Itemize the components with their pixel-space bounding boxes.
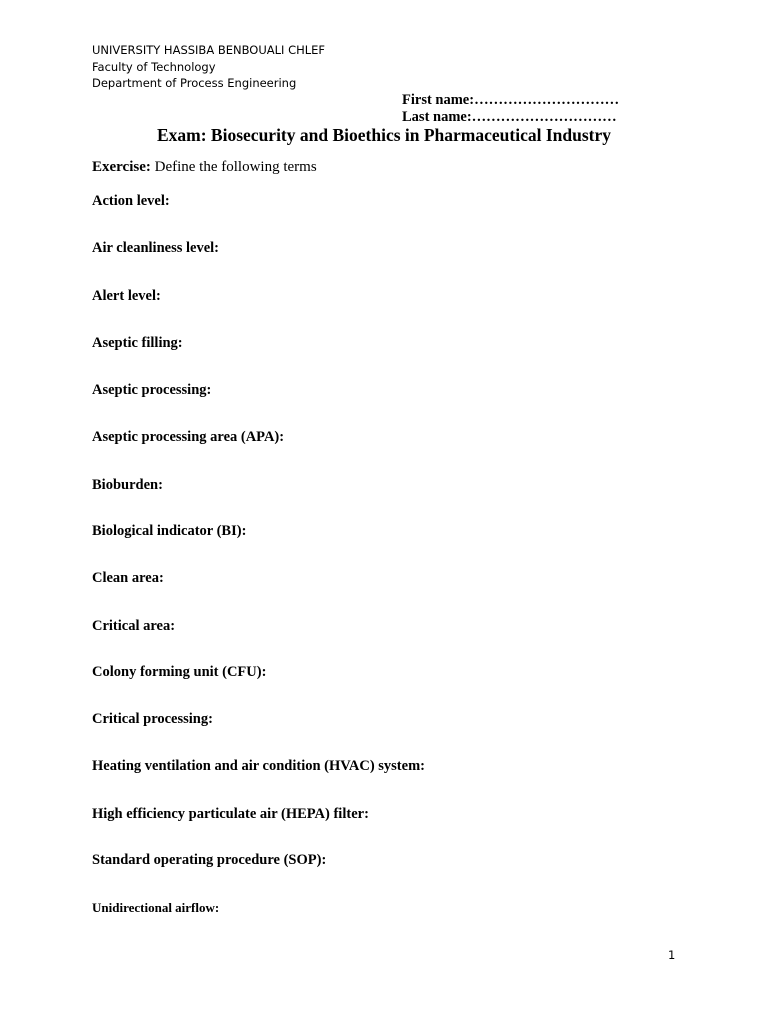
page-number: 1	[668, 948, 676, 962]
term-item: Critical processing:	[92, 711, 213, 727]
term-item: Alert level:	[92, 288, 161, 304]
student-name-fields	[402, 92, 619, 126]
term-item: Aseptic processing area (APA):	[92, 429, 285, 445]
term-item: Bioburden:	[92, 477, 163, 493]
term-item: Aseptic processing:	[92, 382, 212, 398]
term-item: Biological indicator (BI):	[92, 523, 247, 539]
first-name-field[interactable]: First name:…………………………	[402, 92, 620, 108]
term-item: Standard operating procedure (SOP):	[92, 852, 327, 868]
exercise-instruction	[92, 159, 317, 176]
term-item: Unidirectional airflow:	[92, 900, 220, 915]
term-item: High efficiency particulate air (HEPA) filter:	[92, 806, 369, 822]
institution-header	[92, 42, 325, 92]
term-item: Critical area:	[92, 618, 176, 634]
exercise-label: Exercise:	[92, 159, 151, 175]
term-item: Air cleanliness level:	[92, 240, 219, 256]
exercise-text: Define the following terms	[150, 159, 317, 175]
term-item: Aseptic filling:	[92, 335, 183, 351]
term-item: Clean area:	[92, 570, 164, 586]
term-item: Colony forming unit (CFU):	[92, 664, 267, 680]
department-name: Department of Process Engineering	[92, 76, 297, 90]
exam-title: Exam: Biosecurity and Bioethics in Pharmaceutical Industry	[156, 125, 612, 145]
faculty-name: Faculty of Technology	[92, 59, 216, 74]
university-name: UNIVERSITY HASSIBA BENBOUALI CHLEF	[92, 43, 326, 57]
last-name-field[interactable]: Last name:…………………………	[402, 109, 617, 125]
term-item: Action level:	[92, 193, 170, 209]
term-item: Heating ventilation and air condition (HVAC) system:	[92, 758, 425, 774]
